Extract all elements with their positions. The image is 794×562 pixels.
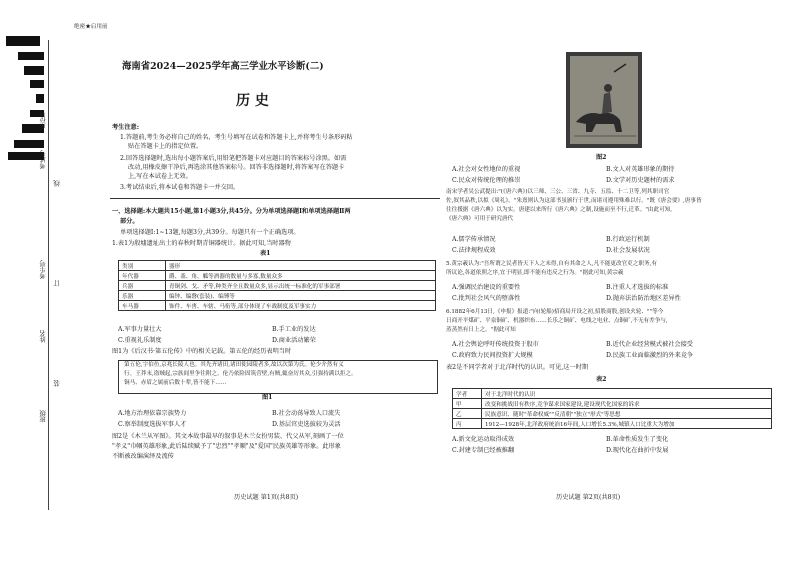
- table-header-cell: 对于北洋时代的认识: [482, 389, 772, 399]
- q7-option-b: B.革命性质发生了变化: [606, 436, 669, 443]
- q1-option-d: D.商业活动繁荣: [272, 337, 316, 344]
- table-header-row: [119, 261, 436, 271]
- figure-2-image: [566, 52, 642, 148]
- table-row: [453, 399, 772, 409]
- table-cell: 饰件、车軎、车辖、马衔等,部分体现了车战制度及军事实力: [166, 301, 436, 311]
- question-4-stem: 南宋学者吴公武提出:"(《唐六典》)以三师、三公、三省、九寺、五监、十二卫等,列其职司官: [446, 189, 670, 195]
- class-label: 班级: [39, 410, 47, 423]
- q3-option-b: B.文人对英雄形象的期待: [606, 166, 675, 173]
- name-label: 姓名: [39, 330, 47, 343]
- q2-option-d: D.基层官吏选拔较为灵活: [272, 421, 341, 428]
- q2-option-b: B.社会动荡导致人口流失: [272, 410, 341, 417]
- table-cell: 年代器: [119, 271, 166, 281]
- binding-char-line: 线: [53, 180, 61, 187]
- table-cell: 兵器: [119, 281, 166, 291]
- q5-option-d: D.抛弃法治防治地区差异性: [606, 295, 681, 302]
- question-3-stem: 图2是《木兰从军图》。其文本故事最早的叙事是木兰女扮男装、代父从军,刻画了一位: [112, 433, 344, 440]
- exam-title: 海南省2024—2025学年高三学业水平诊断(二): [122, 61, 324, 72]
- binding-line: [48, 40, 49, 510]
- table-cell: 改变和挑战旧有秩序,竞争谋求国家建设,建设现代化国家的诉求: [482, 399, 772, 409]
- q2-option-a: A.地方治理依靠宗族势力: [118, 410, 187, 417]
- table-cell: 青铜剑、戈、矛等,种类齐全且数量众多,显示出统一标准化的军事部署: [166, 281, 436, 291]
- table-cell: 编钟、编磬(套装)、编镈等: [166, 291, 436, 301]
- section1-heading: 一、选择题:本大题共15小题,第1小题3分,共45分。分为单项选择题Ⅰ和单项选择题Ⅱ两: [112, 208, 351, 215]
- q5-option-a: A.强调民治建设的重要性: [452, 284, 521, 291]
- q4-option-a: A.儒学传承情况: [452, 236, 496, 243]
- question-4-stem: 《唐六典》可用于研究唐代: [446, 216, 514, 222]
- q3-option-d: D.文学对历史题材的需求: [606, 177, 675, 184]
- q1-option-a: A.军事力量壮大: [118, 326, 162, 333]
- question-3-stem: "孝义"巾帼英雄形象,此后陆续赋予了"忠烈""孝顺"及"爱国"民族英雄等形象。此形象: [112, 443, 341, 450]
- notes-line: 上,写在本试卷上无效。: [128, 173, 192, 180]
- page-footer-right: 历史试题 第2页(共8页): [556, 494, 621, 501]
- horse-rider-illustration: [566, 52, 642, 148]
- subject-title: 历 史: [236, 93, 269, 109]
- question-1-stem: 1.表1为殷墟遗址出土的春秋时期青铜器统计。据此可知,当时器物: [112, 240, 291, 247]
- q1-option-b: B.手工业的发达: [272, 326, 316, 333]
- exam-no-label: 考场号: [39, 150, 47, 170]
- seat-label: 座位号: [39, 110, 47, 130]
- figure-1-text: 铜马、赤眉之属前后数十辈,皆不能下……: [124, 380, 227, 386]
- q4-option-d: D.社会发展状况: [606, 247, 650, 254]
- table-row: [119, 301, 436, 311]
- notes-line: 1.答题前,考生务必将自己的姓名、考生号填写在试卷和答题卡上,并将考生号条形码粘: [120, 134, 353, 141]
- notes-line: 3.考试结束后,将本试卷和答题卡一并交回。: [120, 184, 240, 191]
- question-4-stem: 佐,叙其品秩,以拟《周礼》。"朱熹则认为这部书虽颁行于世,而诸司遵用殊难以行。"既《唐会要》,唐事皆: [446, 198, 702, 204]
- notes-line: 2.回答选择题时,选出每小题答案后,用铅笔把答题卡对应题目的答案标号涂黑。如需: [120, 155, 347, 162]
- table-cell: 车马器: [119, 301, 166, 311]
- question-5-stem: 5.黄宗羲认为:"吾所谓之民者皆天下人之未得,自有其命之人,凡不能更改官吏之职务,有: [446, 261, 657, 267]
- figure-1-text: 第五伦,字伯鱼,京兆长陵人也。其先齐诸田,诸田徙园陵者多,故以次第为氏。伦少介然有义: [124, 362, 344, 368]
- q7-option-a: A.新文化运动取得成效: [452, 436, 515, 443]
- figure-2-caption: 图2: [596, 154, 607, 161]
- table-row: [119, 271, 436, 281]
- question-7-stem: 表2是不同学者对于北洋时代的认识。可见,这一时期: [446, 364, 589, 371]
- q5-option-b: B.注重人才选拔的标准: [606, 284, 669, 291]
- table-cell: 乙: [453, 409, 482, 419]
- ticket-label: 考生号: [39, 260, 47, 280]
- q6-option-d: D.民族工业面临激烈的外来竞争: [606, 352, 694, 359]
- notes-line: 改动,用橡皮擦干净后,再选涂其他答案标号。回答非选择题时,将答案写在答题卡: [128, 164, 345, 171]
- q6-option-c: C.政府致力民间投资扩大规模: [452, 352, 533, 359]
- q5-option-c: C.批判社会风气的堕落性: [452, 295, 521, 302]
- q3-option-a: A.社会对女性地位的重视: [452, 166, 521, 173]
- table-cell: 民族意识、随时"革命权威""反清朝""独立"形式"等思想: [482, 409, 772, 419]
- question-6-stem: 日商开平煤矿、平泉铜矿、机器织布……长乐之铜矿、电线之电业、点铜矿,不无有差争与,: [446, 318, 668, 324]
- table-row: [119, 291, 436, 301]
- figure-1-text: 行。王莽末,盗贼起,宗族闾里争往附之。伦乃依险固筑营壁,有贼,辄奋厉其众,引强持满以拒之。: [124, 371, 357, 377]
- binding-char-zhuang: 装: [53, 380, 61, 387]
- q2-option-c: C.察举制度选拔军事人才: [118, 421, 187, 428]
- q3-option-c: C.民众对传统伦理的推崇: [452, 177, 521, 184]
- figure-1-caption: 图1: [262, 394, 273, 401]
- table-cell: 乐器: [119, 291, 166, 301]
- table2-caption: 表2: [596, 376, 607, 383]
- question-6-stem: 蒸蒸然有日上之。"据此可知: [446, 327, 516, 333]
- question-6-stem: 6.1882年6月13日,《申报》报道:"向(轮船)招商局开设之初,招股商股,创设火轮、""等今: [446, 309, 664, 315]
- q7-option-c: C.封建专制已经被推翻: [452, 447, 515, 454]
- notes-heading: 考生注意:: [112, 124, 140, 131]
- q7-option-d: D.现代化在曲折中发展: [606, 447, 669, 454]
- table-row: [453, 409, 772, 419]
- table-2: [452, 388, 772, 429]
- question-3-stem: 不断被改编演绎及流传: [112, 453, 174, 460]
- question-5-stem: 所议论,各道依照之序,宜于明显,即不能有违反之行为。"据此可知,黄宗羲: [446, 270, 624, 276]
- q4-option-c: C.法律规程成效: [452, 247, 496, 254]
- table-row: [453, 419, 772, 429]
- table-cell: 甲: [453, 399, 482, 409]
- page-footer-left: 历史试题 第1页(共8页): [234, 494, 299, 501]
- table-cell: 爵、盉、角、觚等酒器的数量与多寡,数量众多: [166, 271, 436, 281]
- table-row: [119, 281, 436, 291]
- q6-option-a: A.社会舆论呼吁传统投资于股市: [452, 341, 539, 348]
- table-header-row: [453, 389, 772, 399]
- section1-heading-cont: 部分。: [120, 218, 139, 225]
- binding-char-ding: 订: [53, 280, 61, 287]
- table-header-cell: 器形: [166, 261, 436, 271]
- q6-option-b: B.近代企业经营模式被社会接受: [606, 341, 693, 348]
- q1-option-c: C.重视礼乐制度: [118, 337, 162, 344]
- confidential-label: 绝密★启用前: [74, 24, 108, 30]
- q4-option-b: B.行政运行机制: [606, 236, 650, 243]
- table-header-cell: 类别: [119, 261, 166, 271]
- section1-instructions: 单项选择题Ⅰ:1~13题,每题3分,共39分。每题只有一个正确选项。: [120, 229, 300, 236]
- table-header-cell: 学者: [453, 389, 482, 399]
- table-cell: 丙: [453, 419, 482, 429]
- table-cell: 1912—1928年,北洋政府统治16年间,人口增长5.3%,城镇人口比重大为增加: [482, 419, 772, 429]
- table1-caption: 表1: [260, 250, 271, 257]
- question-2-stem: 图1为《后汉书·第五伦传》中的相关记载。第五伦的经历表明当时: [112, 348, 292, 355]
- notes-line: 贴在答题卡上的指定位置。: [128, 143, 203, 150]
- question-4-stem: 往往援据《唐六典》以为实。唐建以来所行《唐六典》之制,设施而至不行,迁革。"由此可知,: [446, 207, 673, 213]
- table-1: [118, 260, 436, 311]
- divider: [110, 198, 440, 199]
